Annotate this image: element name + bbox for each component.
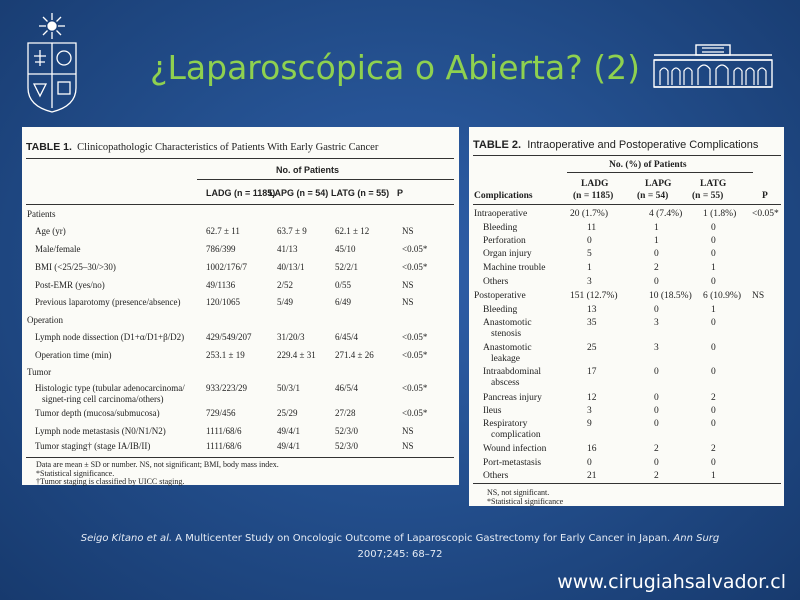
- slide-title: ¿Laparoscópica o Abierta? (2): [150, 48, 640, 87]
- table1-cell: <0.05*: [402, 332, 428, 342]
- table1-cell: NS: [402, 226, 414, 236]
- table2-row-label: Intraabdominal: [483, 367, 542, 377]
- table1-cell: 5/49: [277, 297, 294, 307]
- table2-row-label-continued: leakage: [491, 354, 521, 364]
- table1-section-label: Patients: [27, 209, 56, 219]
- table2-row-label: Anastomotic: [483, 343, 532, 353]
- table2-cell: <0.05*: [752, 209, 779, 219]
- table1-rule-header: [26, 204, 454, 205]
- table1-cell: 1002/176/7: [206, 262, 248, 272]
- table2-cell: 0: [654, 277, 659, 287]
- table1-group-header: No. of Patients: [276, 165, 340, 175]
- table1-cell: NS: [402, 297, 414, 307]
- table2-cell: 11: [587, 223, 597, 233]
- table2-cell: 20 (1.7%): [570, 209, 608, 219]
- table1-cell: <0.05*: [402, 383, 428, 393]
- table2-rule-top: [473, 155, 781, 156]
- table1-cell: 45/10: [335, 244, 356, 254]
- table2-cell: 0: [711, 343, 716, 353]
- table2-cell: 35: [587, 318, 597, 328]
- table2-cell: 0: [711, 367, 716, 377]
- table2-cell: 21: [587, 471, 597, 481]
- table1-section-label: Operation: [27, 315, 63, 325]
- table1-row-label: Lymph node dissection (D1+α/D1+β/D2): [35, 332, 185, 342]
- table1-cell: 1111/68/6: [206, 426, 242, 436]
- table2-cell: 9: [587, 419, 592, 429]
- table1-cell: 27/28: [335, 408, 356, 418]
- table2-group-header: No. (%) of Patients: [609, 160, 687, 170]
- table2-cell: 17: [587, 367, 597, 377]
- table1-cell: 49/4/1: [277, 426, 301, 436]
- table2-row-label-continued: complication: [491, 430, 541, 440]
- table2-column-header-sub: (n = 54): [637, 191, 669, 201]
- table1-cell: 6/45/4: [335, 332, 359, 342]
- table1-row-label: Previous laparotomy (presence/absence): [35, 297, 181, 307]
- table1-cell: NS: [402, 280, 414, 290]
- table1-cell: 62.7 ± 11: [206, 226, 240, 236]
- website-url: www.cirugiahsalvador.cl: [557, 571, 786, 593]
- table2-cell: 16: [587, 444, 597, 454]
- table2-rule-header: [473, 204, 781, 205]
- table1-cell: 933/223/29: [206, 383, 248, 393]
- table1-title: Clinicopathologic Characteristics of Patients With Early Gastric Cancer: [77, 142, 379, 153]
- table2-cell: 0: [587, 236, 592, 246]
- table1-footnote-2: *Statistical significance.: [36, 469, 115, 478]
- table1-caption: [26, 141, 378, 153]
- table2-cell: 1: [711, 305, 716, 315]
- table1-rule-bottom: [26, 457, 454, 458]
- table2-cell: 2: [654, 444, 659, 454]
- table1-cell: 253.1 ± 19: [206, 350, 245, 360]
- table2-cell: 1: [711, 471, 716, 481]
- table2-cell: 0: [587, 458, 592, 468]
- table2-row-header: Complications: [474, 191, 533, 201]
- table2-cell: NS: [752, 291, 765, 301]
- table2-row-label: Perforation: [483, 236, 526, 246]
- table2-row-label: Pancreas injury: [483, 393, 542, 403]
- table1-row-label: Age (yr): [35, 226, 66, 236]
- table1-cell: 271.4 ± 26: [335, 350, 374, 360]
- table2-footnote-2: *Statistical significance: [487, 497, 564, 506]
- table2-row-label: Port-metastasis: [483, 458, 542, 468]
- table2-cell: 0: [654, 458, 659, 468]
- table1-row-label: Lymph node metastasis (N0/N1/N2): [35, 426, 166, 436]
- table2-cell: 0: [711, 318, 716, 328]
- table1-cell: <0.05*: [402, 262, 428, 272]
- table1-cell: 31/20/3: [277, 332, 305, 342]
- table2-row-label: Wound infection: [483, 444, 547, 454]
- table2-cell: 0: [654, 406, 659, 416]
- table2-row-label: Bleeding: [483, 305, 518, 315]
- table2-rule-group: [567, 172, 753, 173]
- table2-cell: 0: [711, 406, 716, 416]
- table2-cell: 2: [711, 393, 716, 403]
- table2-row-label: Others: [483, 277, 509, 287]
- table1-cell: 62.1 ± 12: [335, 226, 370, 236]
- table1-cell: 1111/68/6: [206, 441, 242, 451]
- table2-panel: [469, 127, 784, 506]
- table1-row-label: Tumor depth (mucosa/submucosa): [35, 408, 160, 418]
- table1-cell: 52/2/1: [335, 262, 359, 272]
- table1-cell: 52/3/0: [335, 441, 359, 451]
- table2-cell: 0: [654, 305, 659, 315]
- table2-cell: 0: [711, 277, 716, 287]
- table1-cell: NS: [402, 426, 414, 436]
- table2-cell: 0: [711, 249, 716, 259]
- table1-cell: 120/1065: [206, 297, 241, 307]
- table1-row-label: BMI (<25/25–30/>30): [35, 262, 116, 272]
- table1-cell: <0.05*: [402, 244, 428, 254]
- table2-cell: 4 (7.4%): [649, 209, 683, 219]
- table2-label: TABLE 2.: [473, 139, 522, 151]
- table2-cell: 1: [654, 223, 659, 233]
- table2-cell: 2: [654, 471, 659, 481]
- table2-row-label: Machine trouble: [483, 263, 546, 273]
- table2-caption: [473, 139, 758, 151]
- table2-cell: 2: [654, 263, 659, 273]
- table2-cell: 3: [587, 277, 592, 287]
- table1-section-label: Tumor: [27, 367, 52, 377]
- table1-cell: 63.7 ± 9: [277, 226, 307, 236]
- table1-panel: [22, 127, 459, 485]
- table1-column-header: LAPG (n = 54): [269, 188, 329, 198]
- citation: [60, 531, 740, 563]
- table1-cell: 786/399: [206, 244, 236, 254]
- table1-cell: 49/1136: [206, 280, 236, 290]
- table1-rule-top: [26, 158, 454, 159]
- table2-cell: 13: [587, 305, 597, 315]
- table1-cell: 52/3/0: [335, 426, 359, 436]
- table2-cell: 0: [654, 367, 659, 377]
- table2-cell: 3: [654, 318, 659, 328]
- table2-row-label-continued: stenosis: [491, 329, 522, 339]
- table1-column-header: LATG (n = 55): [331, 188, 390, 198]
- table2-cell: 25: [587, 343, 597, 353]
- table2-row-label: Respiratory: [483, 419, 528, 429]
- table1-footnote-3: †Tumor staging is classified by UICC staging.: [36, 477, 185, 486]
- table1-cell: 41/13: [277, 244, 298, 254]
- citation-ref: 2007;245: 68–72: [357, 549, 443, 560]
- citation-author: Seigo Kitano et al.: [80, 533, 173, 544]
- table2-cell: 0: [711, 223, 716, 233]
- table2-cell: 0: [711, 458, 716, 468]
- table2-cell: 1 (1.8%): [703, 209, 737, 219]
- table1-cell: 0/55: [335, 280, 352, 290]
- table2-cell: 0: [711, 419, 716, 429]
- table2-section-label: Postoperative: [474, 291, 526, 301]
- table2-row-label: Bleeding: [483, 223, 518, 233]
- table1-cell: 49/4/1: [277, 441, 301, 451]
- table2-cell: 0: [654, 393, 659, 403]
- table1-cell: 2/52: [277, 280, 294, 290]
- table2-column-header: LADG: [581, 179, 609, 189]
- table2-row-label-continued: abscess: [491, 378, 520, 388]
- table2-column-header-sub: (n = 1185): [573, 191, 614, 201]
- table1-cell: <0.05*: [402, 408, 428, 418]
- table2-footnote-1: NS, not significant.: [487, 488, 550, 497]
- table2-cell: 0: [654, 249, 659, 259]
- table2-row-label: Organ injury: [483, 249, 532, 259]
- table1-cell: 229.4 ± 31: [277, 350, 316, 360]
- table1-column-header: P: [397, 188, 404, 198]
- table2-row-label: Anastomotic: [483, 318, 532, 328]
- table2-cell: 2: [711, 444, 716, 454]
- table2-column-header-sub: P: [762, 191, 768, 201]
- table2-cell: 5: [587, 249, 592, 259]
- table2-cell: 0: [654, 419, 659, 429]
- table1-row-label-continued: signet-ring cell carcinoma/others): [42, 394, 164, 404]
- citation-journal: Ann Surg: [673, 533, 720, 544]
- table2-column-header-sub: (n = 55): [692, 191, 724, 201]
- table1-row-label: Male/female: [35, 244, 81, 254]
- table1-cell: 729/456: [206, 408, 236, 418]
- table1-cell: 429/549/207: [206, 332, 252, 342]
- table2-cell: 0: [711, 236, 716, 246]
- table1-cell: 46/5/4: [335, 383, 359, 393]
- table2-section-label: Intraoperative: [474, 209, 528, 219]
- table2-cell: 3: [654, 343, 659, 353]
- table2-row-label: Ileus: [483, 406, 502, 416]
- table1-cell: 25/29: [277, 408, 298, 418]
- table1-cell: 6/49: [335, 297, 352, 307]
- table2-column-header: LAPG: [645, 179, 672, 189]
- table2-column-header: LATG: [700, 179, 727, 189]
- citation-text: A Multicenter Study on Oncologic Outcome of Laparoscopic Gastrectomy for Early Cancer in Japan.: [172, 533, 674, 544]
- table1-column-header: LADG (n = 1185): [206, 188, 276, 198]
- table2-row-label: Others: [483, 471, 509, 481]
- university-crest-icon: [24, 10, 80, 114]
- table2-cell: 151 (12.7%): [570, 291, 618, 301]
- hospital-building-icon: [652, 43, 774, 89]
- table1-cell: NS: [402, 441, 414, 451]
- table2-cell: 6 (10.9%): [703, 291, 741, 301]
- table2-cell: 1: [587, 263, 592, 273]
- table2-cell: 1: [654, 236, 659, 246]
- table2-title: Intraoperative and Postoperative Complications: [527, 139, 759, 151]
- table2-cell: 10 (18.5%): [649, 291, 692, 301]
- table1-row-label: Operation time (min): [35, 350, 112, 360]
- table1-footnote-1: Data are mean ± SD or number. NS, not significant; BMI, body mass index.: [36, 460, 279, 469]
- table1-rule-group: [197, 179, 454, 180]
- table1-label: TABLE 1.: [26, 141, 72, 153]
- table1-cell: 50/3/1: [277, 383, 301, 393]
- table1-cell: 40/13/1: [277, 262, 305, 272]
- table1-row-label: Post-EMR (yes/no): [35, 280, 105, 290]
- table2-cell: 12: [587, 393, 597, 403]
- table2-cell: 1: [711, 263, 716, 273]
- table2-cell: 3: [587, 406, 592, 416]
- table1-cell: <0.05*: [402, 350, 428, 360]
- table1-row-label: Histologic type (tubular adenocarcinoma/: [35, 383, 185, 393]
- table1-row-label: Tumor staging† (stage IA/IB/II): [35, 441, 151, 451]
- table2-rule-bottom: [473, 483, 781, 484]
